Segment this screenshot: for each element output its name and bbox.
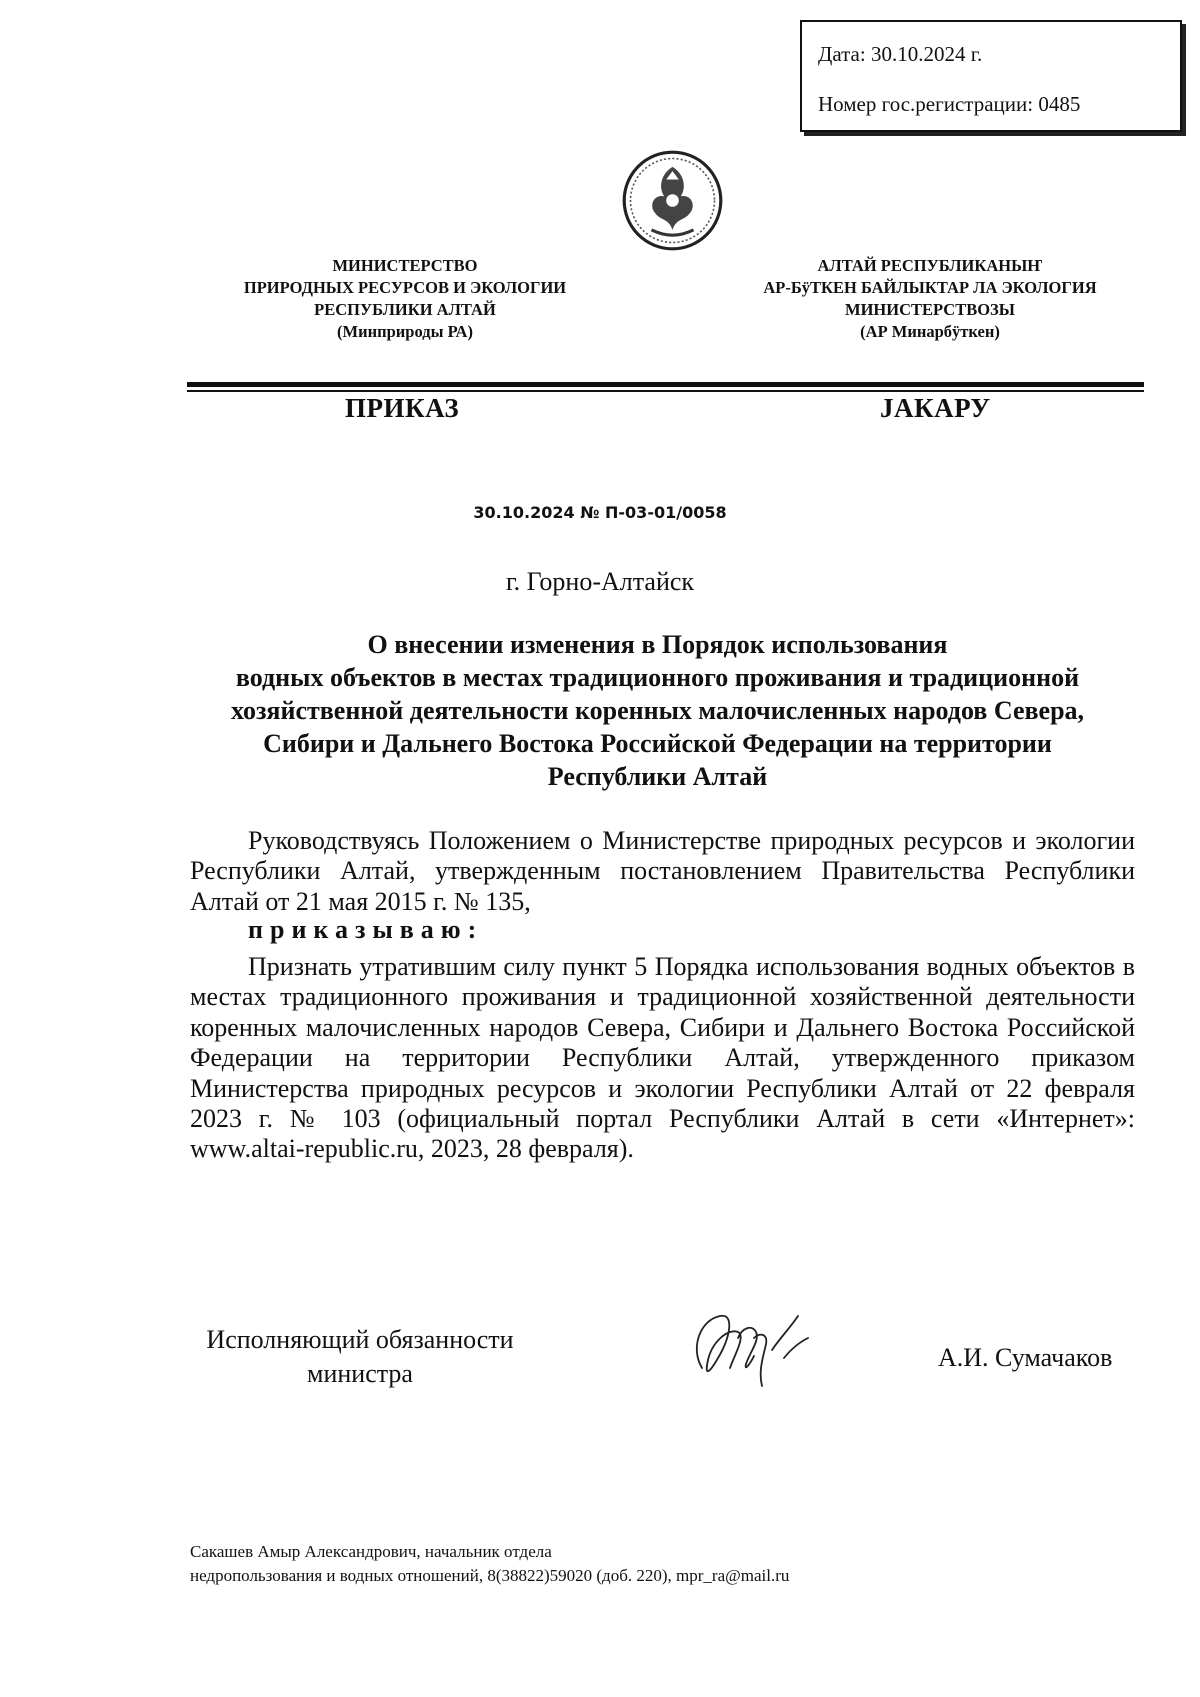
position-line: министра	[307, 1359, 413, 1388]
order-title	[175, 628, 1140, 793]
ministry-ru-line: МИНИСТЕРСТВО	[332, 256, 478, 275]
registration-stamp-box	[800, 20, 1182, 132]
title-line: хозяйственной деятельности коренных малочисленных народов Севера,	[230, 696, 1085, 725]
order-city: г. Горно-Алтайск	[505, 567, 695, 596]
ministry-alt-line: МИНИСТЕРСТВОЗЫ	[845, 300, 1015, 319]
ministry-name-russian	[170, 255, 640, 343]
title-line: О внесении изменения в Порядок использования	[367, 630, 948, 659]
header-divider-thin	[187, 390, 1144, 392]
preamble-paragraph: Руководствуясь Положением о Министерстве природных ресурсов и экологии Республики Алтай, утвержденным постановлением Правительства Республики Алтай от 21 мая 2015 г. № 135,	[190, 826, 1135, 916]
ministry-alt-line: АЛТАЙ РЕСПУБЛИКАНЫҤ	[817, 256, 1043, 275]
header-divider-thick	[187, 382, 1144, 387]
ministry-ru-line: РЕСПУБЛИКИ АЛТАЙ	[314, 300, 496, 319]
registration-date	[818, 42, 1180, 67]
ministry-name-altai	[720, 255, 1140, 343]
executor-line: недропользования и водных отношений, 8(38822)59020 (доб. 220), mpr_ra@mail.ru	[190, 1566, 790, 1585]
handwritten-signature	[680, 1298, 830, 1398]
title-line: водных объектов в местах традиционного проживания и традиционной	[235, 663, 1080, 692]
operative-paragraph: Признать утратившим силу пункт 5 Порядка использования водных объектов в местах традиционного проживания и традиционной хозяйственной деятельности коренных малочисленных народов Севера, Сибири и Дальнего Востока Российской Федерации на территории Республики Алтай, утвержденного приказом Министерства природных ресурсов и экологии Республики Алтай от 22 февраля 2023 г. № 103 (официальный портал Республики Алтай в сети «Интернет»: www.altai-republic.ru, 2023, 28 февраля).	[190, 952, 1135, 1164]
prikazyvayu-word: приказываю:	[248, 915, 484, 944]
ministry-ru-line: ПРИРОДНЫХ РЕСУРСОВ И ЭКОЛОГИИ	[243, 278, 567, 297]
coat-of-arms-emblem	[620, 148, 725, 253]
position-line: Исполняющий обязанности	[206, 1325, 514, 1354]
registration-date-value: 30.10.2024 г.	[870, 42, 983, 66]
registration-number-label: Номер гос.регистрации:	[818, 92, 1034, 116]
executor-info	[190, 1540, 789, 1588]
registration-number	[818, 92, 1180, 117]
title-line: Сибири и Дальнего Востока Российской Федерации на территории	[263, 729, 1052, 758]
registration-number-value: 0485	[1038, 92, 1081, 116]
title-line: Республики Алтай	[547, 762, 768, 791]
doc-type-russian: ПРИКАЗ	[345, 393, 460, 423]
executor-line: Сакашев Амыр Александрович, начальник отдела	[190, 1542, 552, 1561]
signatory-name: А.И. Сумачаков	[938, 1343, 1113, 1372]
doc-type-altai: JАКАРУ	[880, 393, 991, 423]
ministry-alt-line: (АР Минарбÿткен)	[860, 322, 1000, 341]
ministry-alt-line: АР-БÿТКЕН БАЙЛЫКТАР ЛА ЭКОЛОГИЯ	[763, 278, 1097, 297]
order-date-number: 30.10.2024 № П-03-01/0058	[473, 503, 727, 522]
registration-date-label: Дата:	[818, 42, 866, 66]
ministry-ru-line: (Минприроды РА)	[337, 322, 473, 341]
signatory-position	[190, 1323, 530, 1391]
